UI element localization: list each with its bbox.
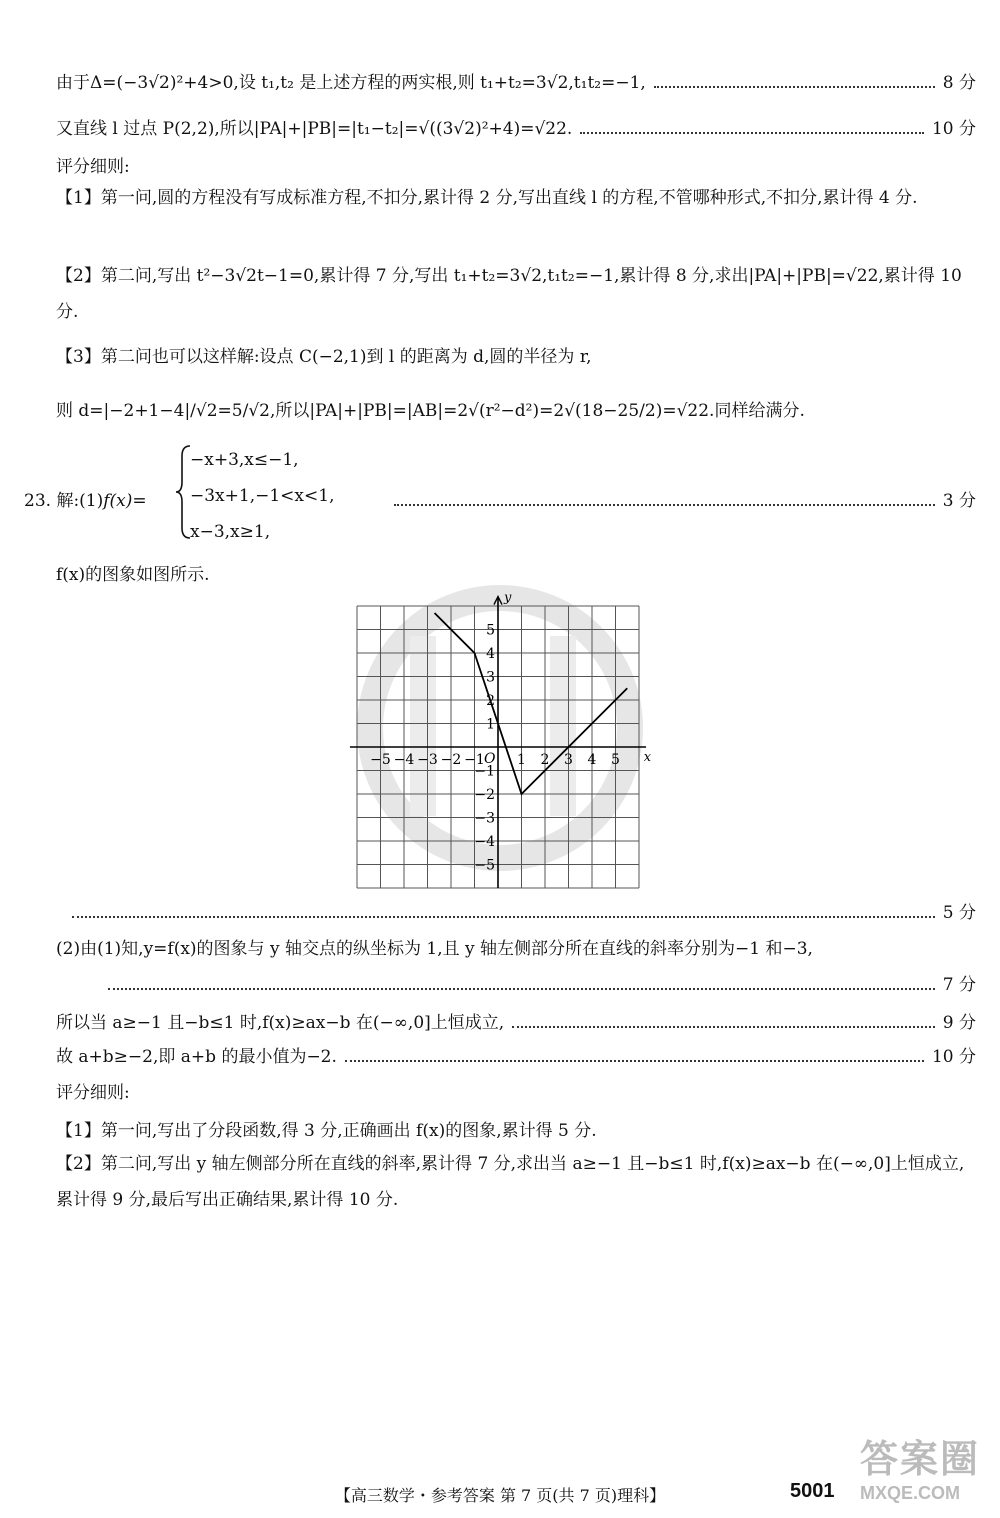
- score-label: 7 分: [942, 975, 976, 995]
- y-tick-label: −1: [474, 763, 495, 780]
- dot-leader: [580, 132, 924, 134]
- part3-line: [56, 1008, 976, 1033]
- y-tick-label: 1: [486, 716, 495, 733]
- page-code: 5001: [790, 1480, 835, 1502]
- solution-text: 所以当 a≥−1 且−b≤1 时,f(x)≥ax−b 在(−∞,0]上恒成立,: [56, 1013, 505, 1033]
- solution-line-2: [56, 114, 976, 139]
- x-tick-label: 2: [540, 752, 550, 768]
- rubric-item-3b: [56, 396, 976, 421]
- question-number: 23. 解:(1): [24, 491, 104, 511]
- function-graph: [340, 566, 670, 892]
- dot-leader: [345, 1060, 924, 1062]
- score-label: 10 分: [931, 1047, 976, 1067]
- dot-leader: [654, 86, 935, 88]
- y-tick-label: 2: [486, 693, 495, 709]
- graph-score-line: [64, 898, 976, 923]
- y-tick-label: 4: [486, 646, 495, 662]
- watermark-logo: 答案圈: [860, 1439, 981, 1481]
- dot-leader: [108, 988, 935, 990]
- part4-line: [56, 1042, 976, 1067]
- solution-text: 故 a+b≥−2,即 a+b 的最小值为−2.: [56, 1047, 337, 1067]
- x-tick-label: −5: [370, 752, 391, 768]
- score-label: 8 分: [942, 73, 976, 93]
- x-tick-label: −1: [464, 752, 485, 768]
- x-tick-label: −3: [417, 752, 438, 768]
- site-watermark: [860, 1428, 980, 1504]
- watermark-url: MXQE.COM: [860, 1483, 961, 1503]
- solution-text: 由于Δ=(−3√2)²+4>0,设 t₁,t₂ 是上述方程的两实根,则 t₁+t₂=3√2,t₁t₂=−1,: [56, 73, 646, 93]
- q23-score-line: [386, 486, 976, 511]
- x-tick-label: 3: [564, 752, 573, 768]
- rubric-title: 评分细则:: [56, 1083, 130, 1103]
- x-tick-label: 5: [611, 752, 620, 768]
- x-tick-label: −4: [393, 752, 415, 768]
- y-tick-label: −4: [474, 834, 495, 850]
- x-tick-label: 1: [517, 752, 526, 768]
- score-label: 3 分: [942, 491, 976, 511]
- rubric-text: 【1】第一问,圆的方程没有写成标准方程,不扣分,累计得 2 分,写出直线 l 的方程,不管哪种形式,不扣分,累计得 4 分.: [56, 188, 918, 208]
- rubric-item-2: [56, 258, 976, 330]
- part2-score-line: [100, 970, 976, 995]
- rubric-heading-2: [56, 1078, 976, 1103]
- x-tick-label: −2: [440, 752, 462, 768]
- y-tick-label: 5: [486, 622, 495, 639]
- part2-line: [56, 934, 976, 959]
- caption-text: f(x)的图象如图所示.: [56, 565, 210, 585]
- dot-leader: [72, 916, 935, 918]
- solution-text: 又直线 l 过点 P(2,2),所以|PA|+|PB|=|t₁−t₂|=√((3√2)²+4)=√22.: [56, 119, 573, 139]
- y-tick-label: 3: [486, 669, 495, 686]
- piece-1: −x+3,x≤−1,: [190, 450, 299, 470]
- rubric-heading-1: [56, 152, 976, 177]
- page-footer: 【高三数学・参考答案 第 7 页(共 7 页)理科】: [334, 1486, 666, 1505]
- rubric-text: 则 d=|−2+1−4|/√2=5/√2,所以|PA|+|PB|=|AB|=2√(r²−d²)=2√(18−25/2)=√22.同样给满分.: [56, 401, 805, 421]
- dot-leader: [394, 504, 935, 506]
- solution-line-1: [56, 68, 976, 93]
- rubric-text: 【2】第二问,写出 y 轴左侧部分所在直线的斜率,累计得 7 分,求出当 a≥−1 且−b≤1 时,f(x)≥ax−b 在(−∞,0]上恒成立,累计得 9 分,最后写出正确结果,累计得 10 分.: [56, 1154, 965, 1210]
- score-label: 10 分: [931, 119, 976, 139]
- rubric-text: 【2】第二问,写出 t²−3√2t−1=0,累计得 7 分,写出 t₁+t₂=3√2,t₁t₂=−1,累计得 8 分,求出|PA|+|PB|=√22,累计得 10 分.: [56, 266, 962, 322]
- rubric-item-1: [56, 180, 976, 216]
- piece-3: x−3,x≥1,: [190, 522, 271, 542]
- y-axis-label: y: [504, 590, 512, 606]
- rubric-item-5: [56, 1146, 976, 1218]
- y-tick-label: −3: [474, 810, 495, 827]
- origin-label: O: [484, 751, 496, 767]
- rubric-title: 评分细则:: [56, 157, 130, 177]
- x-axis-label: x: [643, 750, 652, 765]
- rubric-item-3a: [56, 342, 976, 367]
- score-label: 9 分: [942, 1013, 976, 1033]
- q23-label: [24, 486, 147, 511]
- piece-2: −3x+1,−1<x<1,: [190, 486, 335, 506]
- score-label: 5 分: [942, 903, 976, 923]
- rubric-text: 【1】第一问,写出了分段函数,得 3 分,正确画出 f(x)的图象,累计得 5 分.: [56, 1121, 597, 1141]
- x-tick-label: 4: [587, 752, 597, 768]
- y-tick-label: −5: [474, 857, 495, 874]
- function-label: f(x)=: [103, 491, 147, 511]
- dot-leader: [512, 1026, 935, 1028]
- solution-text: (2)由(1)知,y=f(x)的图象与 y 轴交点的纵坐标为 1,且 y 轴左侧部分所在直线的斜率分别为−1 和−3,: [56, 939, 813, 959]
- y-tick-label: −2: [474, 787, 495, 803]
- rubric-text: 【3】第二问也可以这样解:设点 C(−2,1)到 l 的距离为 d,圆的半径为 r,: [56, 347, 592, 367]
- rubric-item-4: [56, 1116, 976, 1141]
